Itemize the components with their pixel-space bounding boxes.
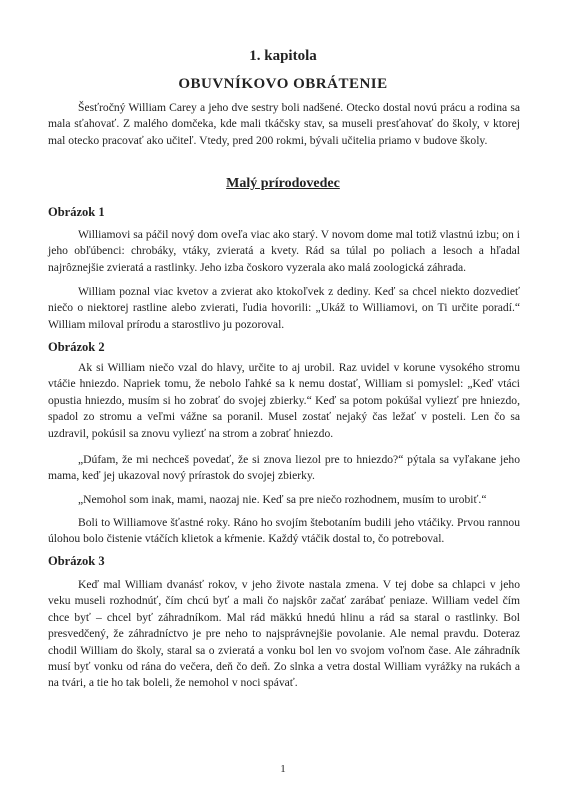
fig2-paragraph-3: „Nemohol som inak, mami, naozaj nie. Keď sa pre niečo rozhodnem, musím to urobiť.“: [78, 493, 487, 506]
page-number: 1: [280, 763, 286, 775]
fig2-paragraph-2: „Dúfam, že mi nechceš povedať, že si znova liezol pre to hniezdo?“ pýtala sa vyľakane jeho mama, keď jej ukazoval nový prírastok do svojej zbierky.: [48, 453, 520, 483]
fig1-paragraph-1: Williamovi sa páčil nový dom oveľa viac ako starý. V novom dome mal totiž vlastnú izbu; on i jeho obľúbenci: chrobáky, vtáky, zvieratá a kvety. Rád sa túlal po poliach a lesoch a hľadal najrôznejšie zvieratá a rastlinky. Jeho izba čoskoro vyzerala ako malá zoologická záhrada.: [48, 228, 520, 274]
fig2-paragraph-1: Ak si William niečo vzal do hlavy, určite to aj urobil. Raz uvidel v korune vysokého stromu vtáčie hniezdo. Napriek tomu, že nebolo ľahké sa k nemu dostať, William si pomyslel: „Keď vtáci opustia hniezdo, musím si ho zobrať do svojej zbierky.“ Keď sa potom pokúšal vyliezť pre hniezdo, spadol zo stromu a veľmi vážne sa poranil. Musel zostať nejaký čas ležať v posteli. Len čo sa uzdravil, pokúsil sa znovu vyliezť na strom a zobrať hniezdo.: [48, 361, 520, 440]
fig2-paragraph-4: Boli to Williamove šťastné roky. Ráno ho svojím štebotaním budili jeho vtáčiky. Prvou rannou úlohou bolo čistenie vtáčích klietok a kŕmenie. Každý vtáčik dostal to, čo potreboval.: [48, 516, 520, 546]
figure-2-label: Obrázok 2: [48, 340, 105, 354]
chapter-number: 1. kapitola: [249, 48, 317, 64]
intro-paragraph: Šesťročný William Carey a jeho dve sestry boli nadšené. Otecko dostal novú prácu a rodina sa mala sťahovať. Z malého domčeka, kde mali tkáčsky stav, sa museli presťahovať do školy, v ktorej mal otecko pracovať ako učiteľ. Vtedy, pred 200 rokmi, bývali učitelia priamo v budove školy.: [48, 101, 520, 147]
fig1-paragraph-2: William poznal viac kvetov a zvierat ako ktokoľvek z dediny. Keď sa chcel niekto dozvedieť niečo o niektorej rastline alebo zvierati, ľudia hovorili: „Ukáž to Williamovi, on Ti určite poradí.“ William miloval prírodu a starostlivo ju pozoroval.: [48, 285, 520, 331]
fig3-paragraph-1: Keď mal William dvanásť rokov, v jeho živote nastala zmena. V tej dobe sa chlapci v jeho veku museli rozhodnúť, čím chcú byť a mali čo najskôr začať zarábať peniaze. William vedel čím chce byť – chcel byť záhradníkom. Mal rád mäkkú hnedú hlinu a rád sa staral o rastlinky. Bol presvedčený, že záhradníctvo je pre neho to najsprávnejšie povolanie. Ale nemal pravdu. Doteraz chodil William do školy, staral sa o zvieratá a vonku bol len vo svojom voľnom čase. Ale záhradník musí byť vonku od rána do večera, deň čo deň. Zo slnka a vetra dostal William vyrážky na rukách a na tvári, a tie ho tak boleli, že nemohol v noci spávať.: [48, 578, 520, 690]
chapter-title: OBUVNÍKOVO OBRÁTENIE: [178, 76, 388, 92]
figure-1-label: Obrázok 1: [48, 205, 105, 219]
section-heading: Malý prírodovedec: [226, 176, 340, 191]
figure-3-label: Obrázok 3: [48, 554, 105, 568]
